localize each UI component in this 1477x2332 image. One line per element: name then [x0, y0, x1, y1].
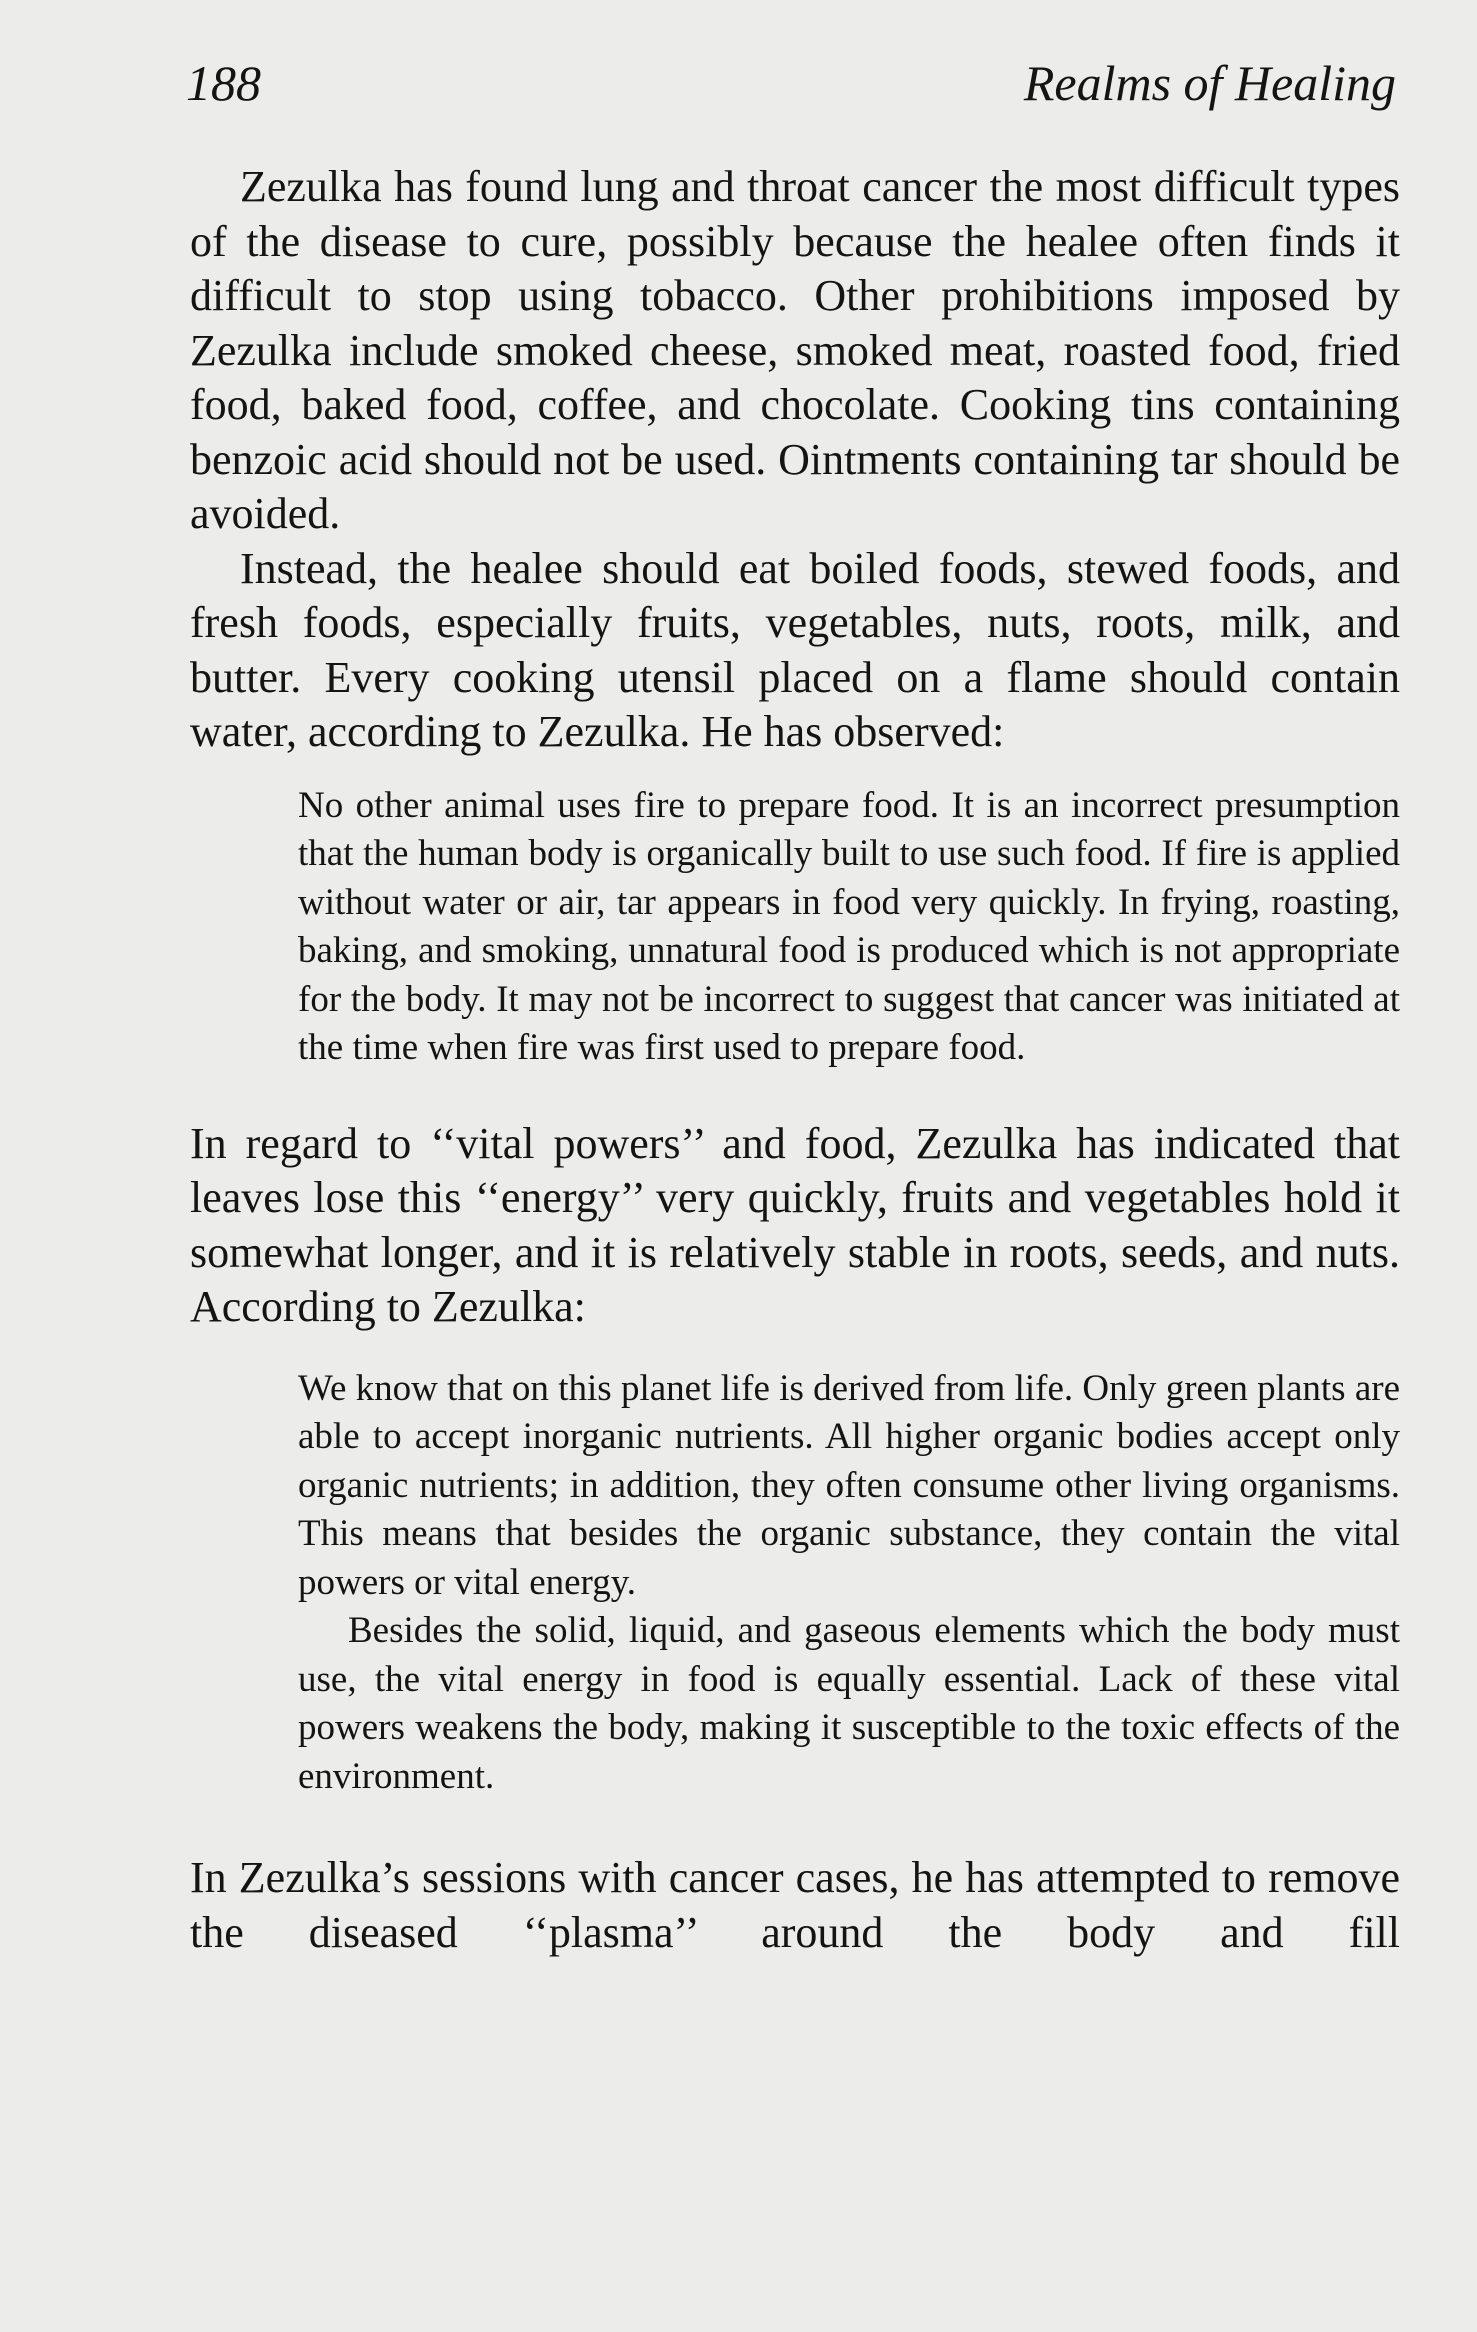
paragraph-lung-throat-cancer: Zezulka has found lung and throat cancer the most difficult types of the disease to cure, possibly because the healee often finds it difficult to stop using tobacco. Other prohibitions imposed by Zezulka include smoked cheese, smoked meat, roasted food, fried food, baked food, coffee, and chocolate. Cooking tins containing benzoic acid should not be used. Ointments containing tar should be avoided.: [190, 162, 1400, 538]
quote-fire-food: No other animal uses fire to prepare food. It is an incorrect presumption that the human body is organically built to use such food. If fire is applied without water or air, tar appears in food very quickly. In frying, roasting, baking, and smoking, unnatural food is produced which is not appropriate for the body. It may not be incorrect to suggest that cancer was initiated at the time when fire was first used to prepare food.: [298, 784, 1400, 1068]
book-title: Realms of Healing: [1023, 55, 1396, 111]
quote-life-from-life: We know that on this planet life is derived from life. Only green plants are able to accept inorganic nutrients. All higher organic bodies accept only organic nutrients; in addition, they often consume other living organisms. This means that besides the organic substance, they contain the vital powers or vital energy.: [298, 1367, 1400, 1603]
block-quote-fire: [298, 782, 1400, 1073]
paragraph-vital-powers: In regard to ‘‘vital powers’’ and food, Zezulka has indicated that leaves lose this ‘‘energy’’ very quickly, fruits and vegetables hold it somewhat longer, and it is relatively stable in roots, seeds, and nuts. According to Zezulka:: [190, 1118, 1400, 1331]
paragraph-recommended-foods: Instead, the healee should eat boiled foods, stewed foods, and fresh foods, especially fruits, vegetables, nuts, roots, milk, and butter. Every cooking utensil placed on a flame should contain water, according to Zezulka. He has observed:: [190, 543, 1400, 756]
paragraph-cancer-sessions: In Zezulka’s sessions with cancer cases, he has attempted to remove the diseased ‘‘plasma’’ around the body and fill: [190, 1853, 1400, 1957]
quote-vital-energy-essential: Besides the solid, liquid, and gaseous elements which the body must use, the vital energy in food is equally essential. Lack of these vital powers weakens the body, making it susceptible to the toxic effects of the environment.: [298, 1610, 1400, 1797]
page-body: [190, 160, 1400, 1960]
page-number: 188: [186, 55, 261, 111]
running-head: [186, 48, 1396, 118]
block-quote-vital-energy: [298, 1365, 1400, 1802]
